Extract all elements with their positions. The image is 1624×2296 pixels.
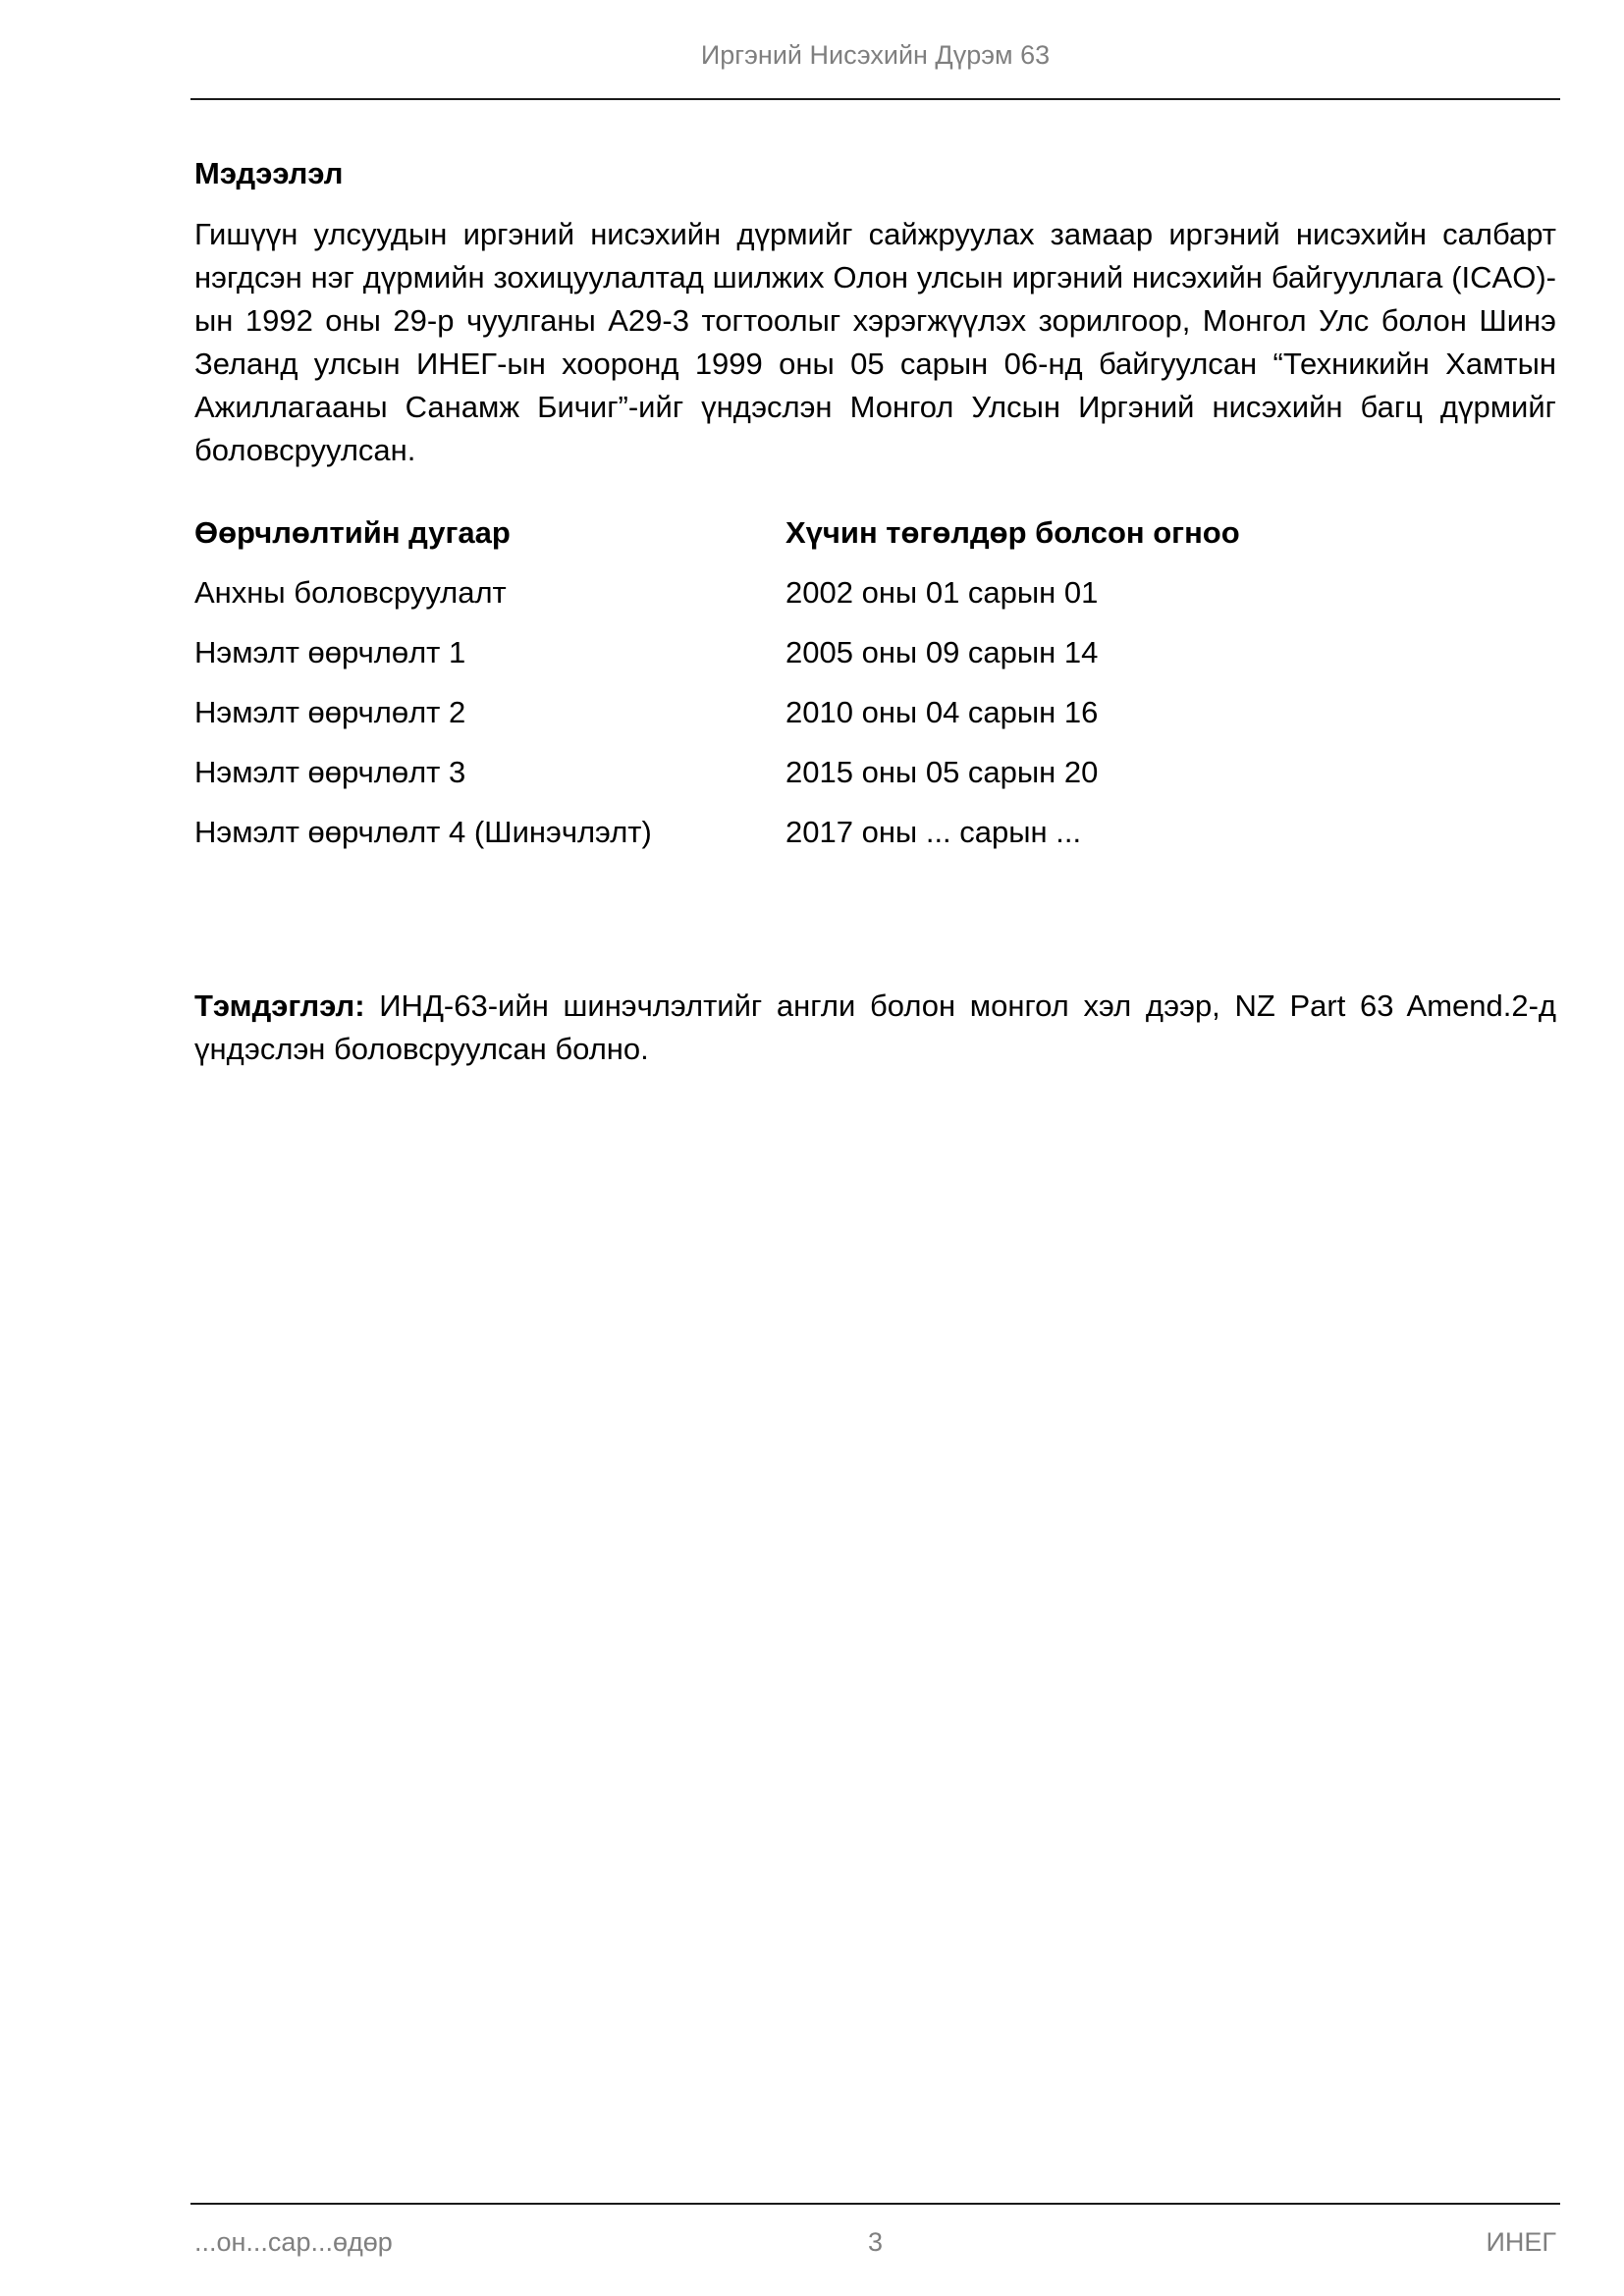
table-row xyxy=(194,631,1556,691)
amendment-name-cell: Нэмэлт өөрчлөлт 3 xyxy=(194,755,466,789)
note-text: ИНД-63-ийн шинэчлэлтийг англи болон монгол хэл дээр, NZ Part 63 Amend.2-д үндэслэн боловсруулсан болно. xyxy=(194,988,1556,1066)
effective-date-cell: 2002 оны 01 сарын 01 xyxy=(785,575,1099,610)
table-row xyxy=(194,811,1556,871)
amendment-name-cell: Анхны боловсруулалт xyxy=(194,575,507,610)
section-heading: Мэдээлэл xyxy=(194,156,344,190)
column-header-amendment-number: Өөрчлөлтийн дугаар xyxy=(194,515,511,550)
page-header-title: Иргэний Нисэхийн Дүрэм 63 xyxy=(700,40,1051,70)
effective-date-cell: 2005 оны 09 сарын 14 xyxy=(785,635,1099,669)
amendment-name-cell: Нэмэлт өөрчлөлт 1 xyxy=(194,635,466,669)
footer-date-placeholder: ...он...сар...өдөр xyxy=(194,2227,393,2257)
column-header-effective-date: Хүчин төгөлдөр болсон огноо xyxy=(785,515,1240,550)
footer-divider xyxy=(190,2203,1560,2205)
page-content xyxy=(194,152,1556,1101)
note-paragraph xyxy=(194,985,1556,1071)
table-row xyxy=(194,571,1556,631)
amendment-name-cell: Нэмэлт өөрчлөлт 4 (Шинэчлэлт) xyxy=(194,815,652,849)
note-label: Тэмдэглэл: xyxy=(194,988,365,1023)
page-footer xyxy=(194,2222,1556,2262)
table-header-row xyxy=(194,511,1556,571)
header-divider xyxy=(190,98,1560,100)
amendments-table xyxy=(194,511,1556,871)
table-row xyxy=(194,691,1556,751)
intro-paragraph: Гишүүн улсуудын иргэний нисэхийн дүрмийг сайжруулах замаар иргэний нисэхийн салбарт нэгдсэн нэг дүрмийн зохицуулалтад шилжих Олон улсын иргэний нисэхийн байгууллага (ICAO)-ын 1992 оны 29-р чуулганы A29-3 тогтоолыг хэрэгжүүлэх зорилгоор, Монгол Улс болон Шинэ Зеланд улсын ИНЕГ-ын хооронд 1999 оны 05 сарын 06-нд байгуулсан “Техникийн Хамтын Ажиллагааны Санамж Бичиг”-ийг үндэслэн Монгол Улсын Иргэний нисэхийн багц дүрмийг боловсруулсан. xyxy=(194,217,1556,467)
table-row xyxy=(194,751,1556,811)
amendment-name-cell: Нэмэлт өөрчлөлт 2 xyxy=(194,695,466,729)
effective-date-cell: 2015 оны 05 сарын 20 xyxy=(785,755,1099,789)
effective-date-cell: 2017 оны ... сарын ... xyxy=(785,815,1082,849)
page-number: 3 xyxy=(867,2227,884,2257)
footer-organization: ИНЕГ xyxy=(1486,2227,1556,2257)
effective-date-cell: 2010 оны 04 сарын 16 xyxy=(785,695,1099,729)
